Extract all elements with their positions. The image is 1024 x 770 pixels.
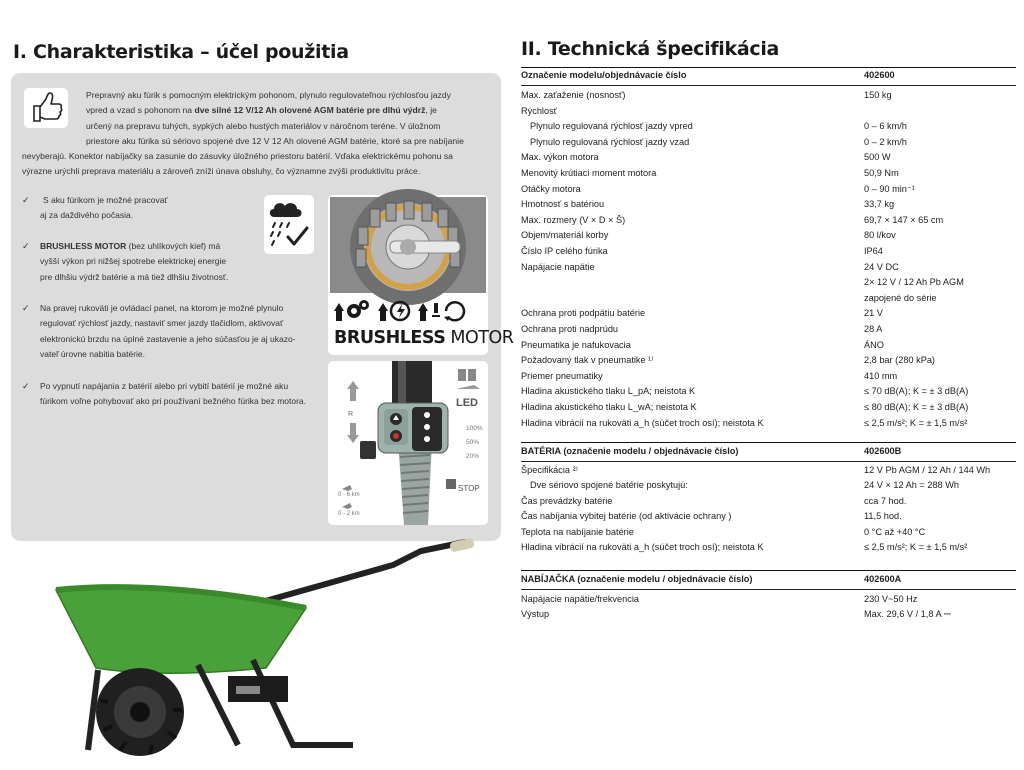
spec-label: Výstup xyxy=(521,609,550,620)
intro-line: výrazne urýchli preprava materiálu a zároveň zníži únava obsluhy, čo významne zvýši produktivitu práce. xyxy=(22,166,421,177)
spec-value: 33,7 kg xyxy=(864,199,895,210)
spec-row xyxy=(521,152,1016,167)
spec-value: ÁNO xyxy=(864,339,884,350)
spec-value: zapojené do série xyxy=(864,292,937,303)
spec-value: ≤ 2,5 m/s²; K = ± 1,5 m/s² xyxy=(864,542,968,552)
spec-label: Špecifikácia ²⁾ xyxy=(521,465,578,475)
brushless-feature-icons xyxy=(334,299,484,323)
spec-label: Max. zaťaženie (nosnosť) xyxy=(521,90,626,100)
spec-value: 2× 12 V / 12 Ah Pb AGM xyxy=(864,277,964,288)
spec-value: 150 kg xyxy=(864,90,892,100)
spec-label: Otáčky motora xyxy=(521,183,581,194)
intro-line: priestore aku fúrika sú sériovo spojené dve 12 V 12 Ah olovené AGM batérie, ktoré sa pre nabíjanie xyxy=(86,135,464,146)
spec-value: 80 l/kov xyxy=(864,230,896,241)
spec-label: Hladina akustického tlaku L_pA; neistota K xyxy=(521,386,696,397)
spec-label: Max. výkon motora xyxy=(521,152,599,163)
spec-label: Hladina vibrácií na rukoväti a_h (súčet troch osí); neistota K xyxy=(521,542,764,552)
spec-value: ≤ 80 dB(A); K = ± 3 dB(A) xyxy=(864,402,969,412)
battery-level-100: 100% xyxy=(466,425,483,432)
section-title-specification: II. Technická špecifikácia xyxy=(521,38,780,60)
spec-label: Hladina vibrácií na rukoväti a_h (súčet troch osí); neistota K xyxy=(521,417,764,428)
spec-label: Čas nabíjania vybitej batérie (od aktivácie ochrany ) xyxy=(521,511,732,522)
spec-label: Plynulo regulovaná rýchlosť jazdy vpred xyxy=(530,121,693,132)
spec-row xyxy=(521,418,1016,433)
spec-value: 500 W xyxy=(864,152,891,163)
spec-value: 24 V DC xyxy=(864,261,899,272)
spec-label: Objem/materiál korby xyxy=(521,230,609,241)
spec-row xyxy=(521,168,1016,183)
spec-label: Hladina akustického tlaku L_wA; neistota K xyxy=(521,402,697,412)
characteristics-panel xyxy=(11,73,514,541)
spec-value: 0 °C až +40 °C xyxy=(864,526,926,537)
spec-row xyxy=(521,293,1016,308)
spec-label: Ochrana proti podpätiu batérie xyxy=(521,308,646,319)
spec-row xyxy=(521,496,1016,511)
table-rule xyxy=(521,570,1016,571)
spec-row xyxy=(521,308,1016,323)
spec-label: Teplota na nabíjanie batérie xyxy=(521,526,634,537)
intro-line: určený na prepravu tuhých, sypkých alebo hustých materiálov v náročnom teréne. V úložnom xyxy=(86,120,441,131)
check-icon: ✓ xyxy=(22,195,30,205)
spec-row xyxy=(521,542,1016,557)
spec-label: Dve sériovo spojené batérie poskytujú: xyxy=(530,480,688,491)
spec-row xyxy=(521,262,1016,277)
spec-row xyxy=(521,402,1016,417)
spec-value: 2,8 bar (280 kPa) xyxy=(864,355,935,366)
spec-row xyxy=(521,230,1016,245)
spec-label: Čas prevádzky batérie xyxy=(521,495,613,506)
spec-value: IP64 xyxy=(864,246,883,256)
intro-paragraph xyxy=(86,88,491,149)
feature-line: Po vypnutí napájania z batérií alebo pri vybití batérií je možné aku xyxy=(40,381,289,391)
brushless-motor-label xyxy=(334,328,513,348)
spec-row xyxy=(521,184,1016,199)
intro-text: vpred a vzad s pohonom na xyxy=(86,105,195,116)
section-title-characteristics: I. Charakteristika – účel použitia xyxy=(13,41,349,63)
spec-value: 12 V Pb AGM / 12 Ah / 144 Wh xyxy=(864,465,991,475)
spec-row xyxy=(521,106,1016,121)
spec-label: Menovitý krútiaci moment motora xyxy=(521,168,657,178)
check-icon: ✓ xyxy=(22,241,30,251)
spec-header-value: 402600 xyxy=(864,70,895,80)
brushless-bold: BRUSHLESS xyxy=(334,328,446,348)
feature-line: vyšší výkon pri nižšej spotrebe elektrickej energie xyxy=(40,256,227,267)
brushless-motor-photo xyxy=(330,197,486,293)
spec-value: 0 – 90 min⁻¹ xyxy=(864,183,915,194)
spec-row xyxy=(521,340,1016,355)
feature-line: S aku fúrikom je možné pracovať xyxy=(43,195,168,205)
table-rule xyxy=(521,442,1016,443)
spec-value: cca 7 hod. xyxy=(864,495,907,506)
spec-label: Priemer pneumatiky xyxy=(521,370,603,381)
spec-label: Pneumatika je nafukovacia xyxy=(521,339,631,350)
rain-check-icon xyxy=(264,195,314,254)
table-rule xyxy=(521,589,1016,590)
intro-line xyxy=(86,103,491,118)
spec-label: Požadovaný tlak v pneumatike ¹⁾ xyxy=(521,355,654,366)
intro-line: nevyberajú. Konektor nabíjačky sa zasunie do zásuvky úložného priestoru batérií. Vďaka elektrickému pohonu sa xyxy=(22,151,453,161)
reverse-speed-label: 0 - 2 km xyxy=(338,511,360,517)
spec-value: ≤ 70 dB(A); K = ± 3 dB(A) xyxy=(864,386,969,397)
feature-line: elektronickú brzdu na úplné zastavenie a jeho súčasťou je aj ukazo- xyxy=(40,333,296,344)
spec-row xyxy=(521,199,1016,214)
brushless-rest: MOTOR xyxy=(445,328,514,348)
table-rule xyxy=(521,67,1016,68)
wheelbarrow-photo xyxy=(48,540,478,765)
spec-value: 50,9 Nm xyxy=(864,168,899,178)
spec-row xyxy=(521,594,1016,609)
check-icon: ✓ xyxy=(22,303,30,313)
spec-row xyxy=(521,137,1016,152)
feature-line: pre dlhšiu výdrž batérie a má tiež dlhšiu životnosť. xyxy=(40,271,229,282)
intro-paragraph-continued xyxy=(22,149,492,180)
feature-line: regulovať rýchlosť jazdy, nastaviť smer jazdy tlačidlom, aktivovať xyxy=(40,318,284,329)
feature-line: Na pravej rukoväti je ovládací panel, na ktorom je možné plynulo xyxy=(40,303,284,313)
battery-level-20: 20% xyxy=(466,453,480,460)
spec-row xyxy=(521,609,1016,624)
brushless-motor-card xyxy=(328,195,514,355)
spec-row xyxy=(521,511,1016,526)
thumbs-up-icon xyxy=(24,88,68,128)
spec-value: 0 – 6 km/h xyxy=(864,121,907,132)
spec-row xyxy=(521,121,1016,136)
reverse-label: R xyxy=(348,411,354,418)
intro-text: , je xyxy=(425,105,437,116)
intro-line: Prepravný aku fúrik s pomocným elektrickým pohonom, plynulo regulovateľnou rýchlosťou jazdy xyxy=(86,90,451,100)
spec-row xyxy=(521,465,1016,480)
spec-row xyxy=(521,90,1016,105)
feature-bold: BRUSHLESS MOTOR xyxy=(40,241,127,251)
spec-value: 21 V xyxy=(864,308,883,319)
spec-value: 410 mm xyxy=(864,370,898,381)
feature-line: aj za daždivého počasia. xyxy=(40,210,134,221)
spec-value: 11,5 hod. xyxy=(864,511,902,522)
spec-value: Max. 29,6 V / 1,8 A ⎓ xyxy=(864,609,952,620)
spec-label: Max. rozmery (V × D × Š) xyxy=(521,214,626,225)
spec-row xyxy=(521,355,1016,370)
spec-label: Hmotnosť s batériou xyxy=(521,199,605,210)
forward-speed-label: 0 - 6 km xyxy=(338,492,360,498)
spec-value: 69,7 × 147 × 65 cm xyxy=(864,214,944,225)
led-label: LED xyxy=(456,397,478,409)
spec-row xyxy=(521,480,1016,495)
spec-header-label: Označenie modelu/objednávacie číslo xyxy=(521,70,687,80)
spec-label: Napájacie napätie/frekvencia xyxy=(521,594,639,604)
spec-row xyxy=(521,277,1016,292)
spec-value: 28 A xyxy=(864,324,883,334)
spec-value: 24 V × 12 Ah = 288 Wh xyxy=(864,480,960,491)
spec-row xyxy=(521,527,1016,542)
table-rule xyxy=(521,461,1016,462)
spec-label: Číslo IP celého fúrika xyxy=(521,246,608,256)
spec-value: ≤ 2,5 m/s²; K = ± 1,5 m/s² xyxy=(864,417,968,428)
feature-line: vateľ úrovne nabitia batérie. xyxy=(40,348,146,359)
table-rule xyxy=(521,85,1016,86)
spec-row xyxy=(521,246,1016,261)
spec-value: 0 – 2 km/h xyxy=(864,136,907,147)
feature-line: fúrikom voľne pohybovať ako pri používaní bežného fúrika bez motora. xyxy=(40,396,307,407)
control-panel-illustration xyxy=(328,361,488,525)
spec-row xyxy=(521,215,1016,230)
spec-header-label: BATÉRIA (označenie modelu / objednávacie číslo) xyxy=(521,446,739,456)
spec-label: Ochrana proti nadprúdu xyxy=(521,324,619,334)
spec-row xyxy=(521,386,1016,401)
spec-header-value: 402600B xyxy=(864,446,902,456)
spec-row xyxy=(521,371,1016,386)
check-icon: ✓ xyxy=(22,381,30,391)
spec-value: 230 V~50 Hz xyxy=(864,594,918,604)
spec-row xyxy=(521,324,1016,339)
intro-bold: dve silné 12 V/12 Ah olovené AGM batérie pre dlhú výdrž xyxy=(194,105,426,116)
battery-level-50: 50% xyxy=(466,439,480,446)
spec-label: Plynulo regulovaná rýchlosť jazdy vzad xyxy=(530,136,690,147)
feature-text: (bez uhlíkových kief) má xyxy=(126,241,221,251)
stop-label: STOP xyxy=(458,484,480,493)
spec-header-value: 402600A xyxy=(864,574,902,584)
spec-label: Napájacie napätie xyxy=(521,261,595,272)
spec-label: Rýchlosť xyxy=(521,105,558,116)
spec-header-label: NABÍJAČKA (označenie modelu / objednávacie číslo) xyxy=(521,574,753,584)
